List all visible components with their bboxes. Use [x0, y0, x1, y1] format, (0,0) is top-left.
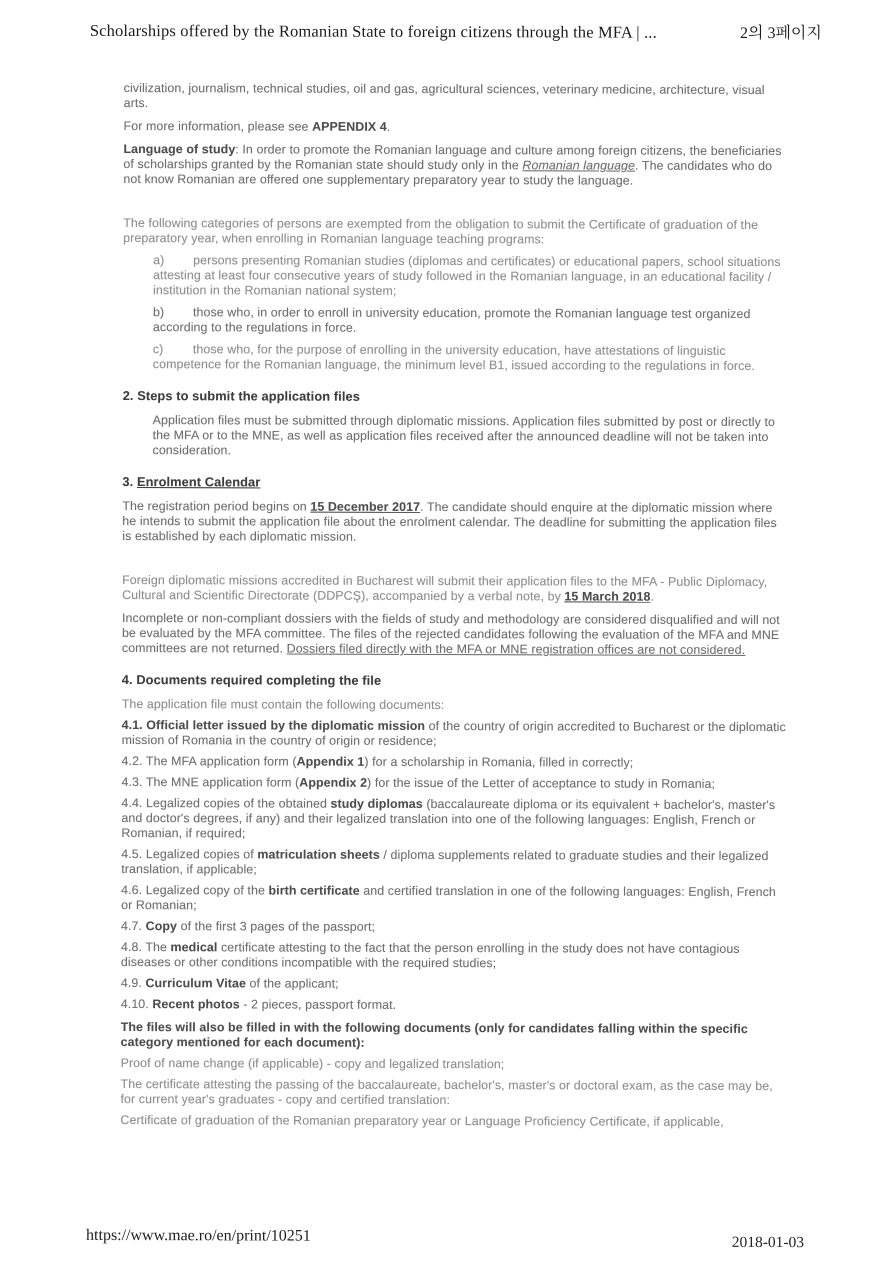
text-run: The application file must contain the following documents:: [121, 697, 445, 713]
text-run: Appendix 2: [299, 775, 368, 790]
paragraph: [122, 697, 787, 714]
text-run: .: [650, 589, 655, 604]
paragraph: [122, 573, 787, 605]
section-heading: [123, 388, 788, 405]
text-run: 2. Steps to submit the application files: [122, 388, 360, 404]
paragraph: [122, 499, 787, 546]
text-run: Copy: [145, 919, 178, 934]
paragraph: [121, 940, 786, 972]
text-run: 3.: [122, 474, 137, 490]
text-run: Incomplete or non-compliant dossiers with the fields of study and methodology are considered disqualified and will not be evaluated by the MFA committee. The files of the rejected candidates following the evaluation of the MFA and MNE committees are not returned.: [121, 611, 780, 656]
text-run: medical: [170, 940, 218, 955]
text-run: 4.4. Legalized copies of the obtained: [121, 796, 331, 811]
text-run: Language of study: [123, 142, 236, 157]
text-run: Dossiers filed directly with the MFA or MNE registration offices are not considered.: [286, 641, 746, 657]
text-run: . The candidates who do not know Romanian are offered one supplementary preparatory year to study the language.: [123, 158, 773, 188]
paragraph: [121, 1056, 786, 1073]
text-run: of the country of origin accredited to Bucharest or the diplomatic mission of Romania in the country of origin or residence;: [121, 718, 786, 748]
paragraph: [123, 216, 788, 248]
text-run: those who, for the purpose of enrolling in the university education, have attestations of linguistic competence for the Romanian language, the minimum level B1, issued according to the regulations in force.: [152, 342, 755, 373]
paragraph: [121, 883, 786, 915]
text-run: Application files must be submitted through diplomatic missions. Application files submitted by post or directly to the MFA or to the MNE, as well as application files received after the announced deadline will not be taken into consideration.: [152, 413, 776, 458]
text-run: Proof of name change (if applicable) - copy and legalized translation;: [120, 1055, 505, 1072]
text-run: 4.9.: [120, 975, 146, 991]
text-run: / diploma supplements related to graduate studies and their legalized translation, if applicable;: [121, 847, 769, 877]
text-run: civilization, journalism, technical studies, oil and gas, agricultural sciences, veterinary medicine, architecture, visual arts.: [123, 81, 765, 111]
text-run: 4.3. The MNE application form (: [121, 775, 300, 790]
text-run: 4.2. The MFA application form (: [121, 754, 297, 769]
section-heading: [122, 672, 787, 689]
text-run: certificate attesting to the fact that the person enrolling in the study does not have contagious diseases or other conditions incompatible with the required studies;: [120, 940, 740, 971]
text-run: 4.1. Official letter issued by the diplomatic mission: [121, 718, 426, 733]
text-run: .: [386, 119, 391, 134]
text-run: 15 December 2017: [310, 499, 421, 514]
text-run: The certificate attesting the passing of the baccalaureate, bachelor's, master's or doctoral exam, as the case may be, for current year's graduates - copy and certified translation:: [120, 1076, 773, 1108]
text-run: Appendix 1: [296, 754, 365, 769]
text-run: 15 March 2018: [564, 589, 651, 604]
text-run: Foreign diplomatic missions accredited in Bucharest will submit their application files to the MFA - Public Diplomacy, Cultural and Scientific Directorate (DDPCŞ), accompanied by a verbal note, by: [122, 573, 768, 604]
paragraph: [124, 81, 789, 113]
paragraph: [123, 142, 788, 189]
paragraph: [122, 754, 787, 771]
text-run: 4.7.: [121, 918, 146, 934]
paragraph: [120, 1077, 785, 1109]
list-item: [123, 342, 788, 374]
page-indicator: 2의 3페이지: [739, 24, 822, 43]
text-run: - 2 pieces, passport format.: [239, 997, 397, 1012]
text-run: For more information, please see: [123, 119, 313, 134]
text-run: The files will also be filled in with the following documents (only for candidates falling within the specific category mentioned for each document):: [120, 1019, 748, 1050]
text-run: Curriculum Vitae: [145, 976, 247, 991]
text-run: ) for the issue of the Letter of acceptance to study in Romania;: [367, 775, 716, 791]
paragraph: [121, 919, 786, 936]
text-run: persons presenting Romanian studies (diplomas and certificates) or educational papers, school situations attesting at least four consecutive years of study followed in the Romanian language, in an educational facility / institution in the Romanian national system;: [153, 253, 781, 298]
text-run: The registration period begins on: [122, 499, 311, 514]
text-run: : In order to promote the Romanian language and culture among foreign citizens, the beneficiaries of scholarships granted by the Romanian state should study only in the: [123, 142, 782, 173]
text-run: 4.10.: [120, 996, 153, 1012]
text-run: (baccalaureate diploma or its equivalent + bachelor's, master's and doctor's degrees, if any) and their legalized translation into one of the following languages: English, French or Romanian, if required;: [121, 796, 776, 841]
text-run: Enrolment Calendar: [136, 474, 261, 490]
paragraph: [122, 718, 787, 750]
text-run: 4.5. Legalized copies of: [121, 846, 258, 862]
list-item: [123, 305, 788, 337]
list-marker: c): [152, 342, 164, 357]
text-run: The following categories of persons are exempted from the obligation to submit the Certificate of graduation of the preparatory year, when enrolling in Romanian language teaching programs:: [123, 216, 759, 247]
text-run: 4.6. Legalized copy of the: [121, 882, 269, 898]
paragraph: [121, 997, 786, 1014]
paragraph: [120, 1113, 785, 1130]
page-header: [90, 18, 822, 43]
paragraph: [121, 1020, 786, 1052]
text-run: Recent photos: [152, 997, 240, 1012]
text-run: of the first 3 pages of the passport;: [177, 919, 376, 934]
text-run: . The candidate should enquire at the diplomatic mission where he intends to submit the application file about the enrolment calendar. The deadline for submitting the application files is established by each diplomatic mission.: [122, 499, 777, 544]
text-run: APPENDIX 4: [312, 119, 387, 134]
paragraph: [124, 119, 789, 136]
text-run: and certified translation in one of the following languages: English, French or Romanian;: [121, 883, 776, 913]
text-run: study diplomas: [330, 796, 423, 811]
text-run: 4.8. The: [120, 939, 171, 955]
paragraph: [121, 775, 786, 792]
list-marker: b): [152, 305, 165, 320]
footer-date: 2018-01-03: [731, 1233, 805, 1252]
text-run: of the applicant;: [245, 976, 339, 991]
paragraph: [121, 796, 786, 843]
text-run: birth certificate: [268, 883, 360, 898]
list-marker: a): [153, 253, 165, 268]
paragraph: [123, 413, 788, 460]
text-run: matriculation sheets: [257, 847, 380, 862]
list-item: [123, 253, 788, 300]
text-run: Certificate of graduation of the Romanian preparatory year or Language Proficiency Certificate, if applicable,: [120, 1112, 724, 1129]
section-heading: [122, 474, 787, 491]
text-run: Romanian language: [522, 158, 636, 173]
paragraph: [121, 976, 786, 993]
document-title: Scholarships offered by the Romanian State to foreign citizens through the MFA | ...: [89, 20, 657, 42]
footer-url: https://www.mae.ro/en/print/10251: [86, 1226, 311, 1245]
text-run: those who, in order to enroll in university education, promote the Romanian language test organized according to the regulations in force.: [152, 305, 751, 335]
paragraph: [122, 611, 787, 658]
paragraph: [121, 847, 786, 879]
text-run: 4. Documents required completing the file: [121, 672, 382, 688]
document-body: [120, 81, 788, 1130]
text-run: ) for a scholarship in Romania, filled in correctly;: [364, 754, 634, 770]
